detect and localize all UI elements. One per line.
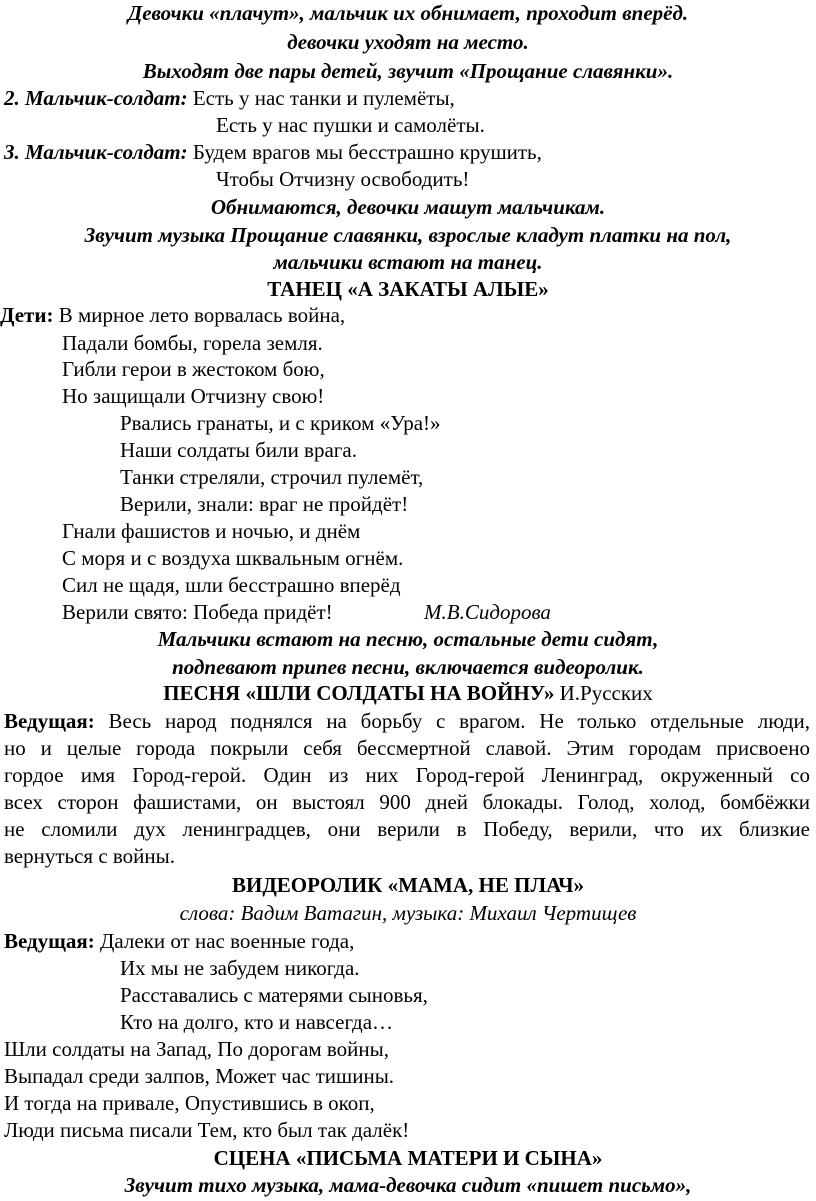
stage-direction: девочки уходят на место. bbox=[287, 30, 529, 54]
paragraph-text: Весь народ поднялся на борьбу с врагом. Не только отдельные люди, bbox=[94, 709, 810, 733]
song-title: ПЕСНЯ «ШЛИ СОЛДАТЫ НА ВОЙНУ» bbox=[163, 681, 555, 705]
verse-line: И тогда на привале, Опустившись в окоп, bbox=[4, 1091, 375, 1115]
verse-line: Гибли герои в жестоком бою, bbox=[62, 357, 325, 381]
speaker-label: 2. Мальчик-солдат: bbox=[4, 86, 188, 110]
speaker-label: Дети: bbox=[0, 303, 54, 327]
verse-line: Выпадал среди залпов, Может час тишины. bbox=[4, 1064, 395, 1088]
verse-line: Расставались с матерями сыновья, bbox=[120, 983, 428, 1007]
credits-line: слова: Вадим Ватагин, музыка: Михаил Чертищев bbox=[179, 901, 637, 925]
verse-text: В мирное лето ворвалась война, bbox=[53, 303, 346, 327]
verse-line: Верили, знали: враг не пройдёт! bbox=[120, 492, 409, 516]
speaker-label: 3. Мальчик-солдат: bbox=[4, 140, 188, 164]
verse-line: Чтобы Отчизну освободить! bbox=[216, 167, 470, 191]
verse-line: Но защищали Отчизну свою! bbox=[62, 384, 325, 408]
verse-line: Рвались гранаты, и с криком «Ура!» bbox=[120, 411, 441, 435]
verse-line: Сил не щадя, шли бесстрашно вперёд bbox=[62, 573, 401, 597]
stage-direction: Обнимаются, девочки машут мальчикам. bbox=[210, 195, 606, 219]
section-heading: ТАНЕЦ «А ЗАКАТЫ АЛЫЕ» bbox=[267, 277, 549, 301]
verse-line: Их мы не забудем никогда. bbox=[120, 956, 360, 980]
verse-line: Шли солдаты на Запад, По дорогам войны, bbox=[4, 1037, 389, 1061]
verse-line: Кто на долго, кто и навсегда… bbox=[120, 1010, 394, 1034]
song-author: И.Русских bbox=[554, 681, 653, 705]
section-heading bbox=[0, 680, 816, 707]
stage-direction: Звучит музыка Прощание славянки, взрослые кладут платки на пол, bbox=[84, 223, 732, 247]
stage-direction: подпевают припев песни, включается видеоролик. bbox=[172, 655, 644, 679]
verse-text: Далеки от нас военные года, bbox=[94, 929, 355, 953]
verse-line: Наши солдаты били врага. bbox=[120, 438, 357, 462]
verse-line bbox=[4, 139, 542, 166]
paragraph-line bbox=[4, 708, 810, 735]
paragraph-line: не сломили дух ленинградцев, они верили в Победу, верили, что их близкие bbox=[4, 817, 810, 841]
verse-line: Падали бомбы, горела земля. bbox=[62, 331, 323, 355]
verse-line: Верили свято: Победа придёт! bbox=[62, 600, 333, 624]
verse-line: Танки стреляли, строчил пулемёт, bbox=[120, 465, 424, 489]
verse-line bbox=[4, 85, 455, 112]
speaker-label: Ведущая: bbox=[4, 709, 95, 733]
paragraph-line: вернуться с войны. bbox=[4, 844, 176, 868]
verse-text: Будем врагов мы бесстрашно крушить, bbox=[187, 140, 542, 164]
stage-direction: Мальчики встают на песню, остальные дети сидят, bbox=[157, 627, 659, 651]
verse-line: Гнали фашистов и ночью, и днём bbox=[62, 519, 361, 543]
section-heading: СЦЕНА «ПИСЬМА МАТЕРИ И СЫНА» bbox=[213, 1146, 603, 1170]
stage-direction: Девочки «плачут», мальчик их обнимает, проходит вперёд. bbox=[127, 1, 689, 25]
verse-text: Есть у нас танки и пулемёты, bbox=[187, 86, 455, 110]
verse-line: Есть у нас пушки и самолёты. bbox=[216, 113, 485, 137]
paragraph-line: гордое имя Город-герой. Один из них Город-герой Ленинград, окруженный со bbox=[4, 763, 810, 787]
verse-line: С моря и с воздуха шквальным огнём. bbox=[62, 546, 404, 570]
poem-author: М.В.Сидорова bbox=[424, 600, 551, 624]
speaker-label: Ведущая: bbox=[4, 929, 95, 953]
verse-line: Люди письма писали Тем, кто был так далёк! bbox=[4, 1118, 410, 1142]
verse-line bbox=[0, 302, 345, 329]
section-heading: ВИДЕОРОЛИК «МАМА, НЕ ПЛАЧ» bbox=[231, 873, 585, 897]
verse-line bbox=[4, 928, 354, 955]
stage-direction: Выходят две пары детей, звучит «Прощание славянки». bbox=[142, 59, 674, 83]
paragraph-line: всех сторон фашистами, он выстоял 900 дней блокады. Голод, холод, бомбёжки bbox=[4, 790, 810, 814]
stage-direction: Звучит тихо музыка, мама-девочка сидит «пишет письмо», bbox=[124, 1173, 692, 1197]
paragraph-line: но и целые города покрыли себя бессмертной славой. Этим городам присвоено bbox=[4, 736, 810, 760]
stage-direction: мальчики встают на танец. bbox=[273, 250, 543, 274]
